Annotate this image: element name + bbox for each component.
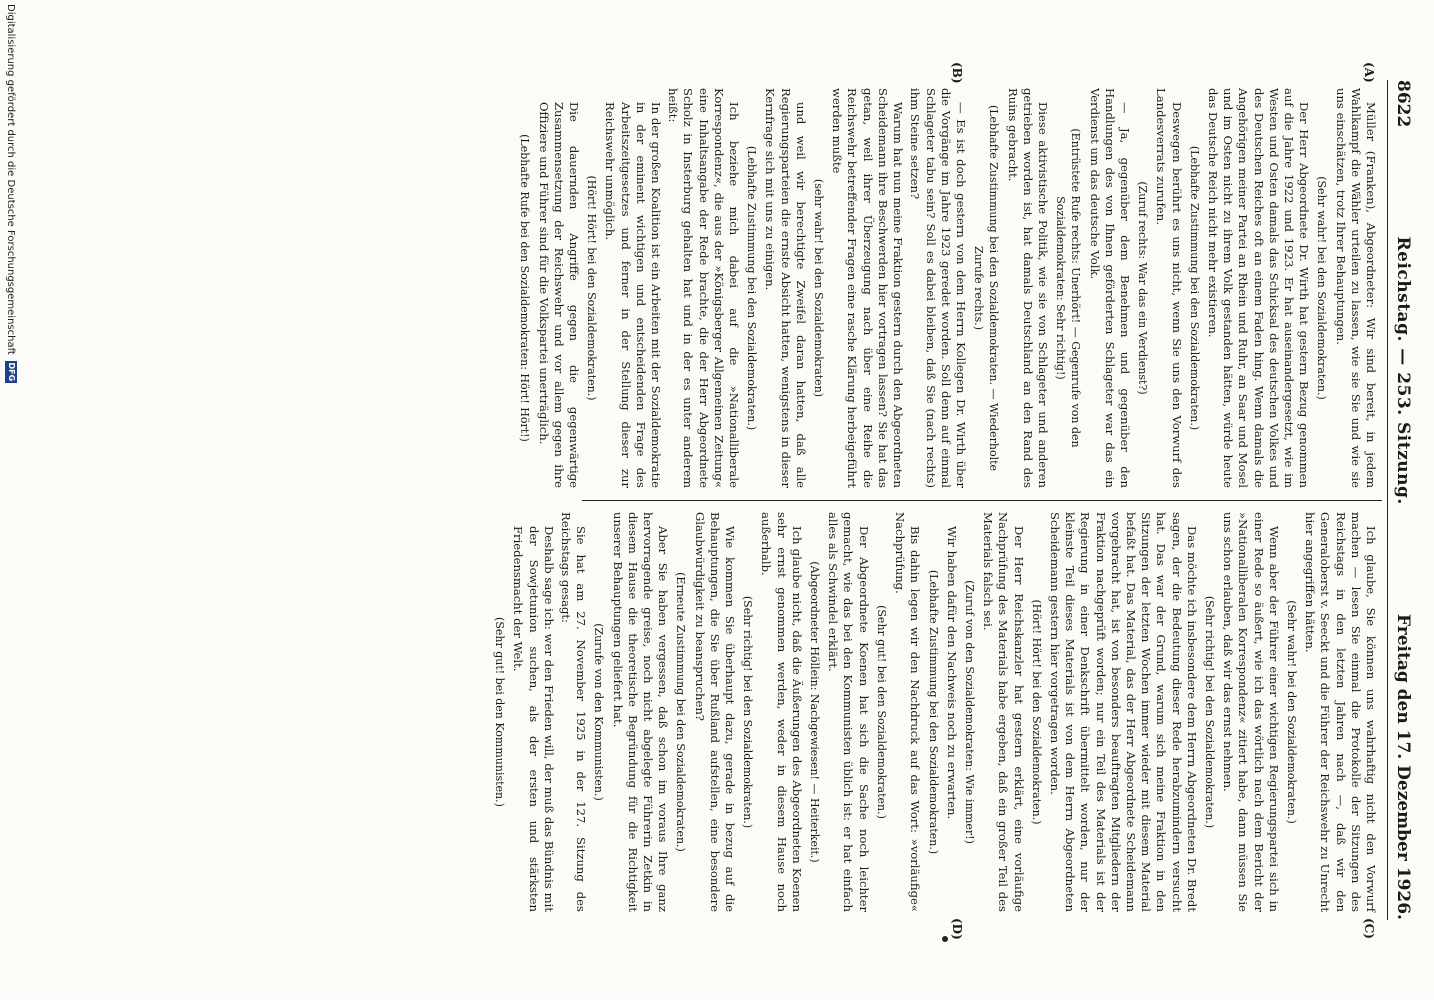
interjection: (Zuruf rechts: War das ein Verdienst?)	[1136, 181, 1150, 395]
interjection: (Abgeordneter Höllein: Nachgewiesen! — Heiterkeit.)	[808, 561, 822, 863]
page-header	[1390, 80, 1416, 920]
paragraph: Das möchte ich insbesondere dem Herrn Abgeordneten Dr. Bredt sagen, der die Bedeutung dieser Rede herabzumindern versucht hat. Das war der Grund, warum sich meine Fraktion in den Sitzungen der letzten Wochen immer wieder mit diesem Material befaßt hat. Das Material, das der Herr Abgeordnete Scheidemann vorgebracht hat, ist von besonders beauftragten Mitgliedern der Fraktion nachgeprüft worden; nur ein Teil des Materials ist der Regierung in einer Denkschrift übermittelt worden, nur der kleinste Teil dieses Materials ist von dem Herrn Abgeordneten Scheidemann gestern hier vorgetragen worden.	[1047, 512, 1199, 912]
paragraph: Der Abgeordnete Koenen hat sich die Sache noch leichter gemacht, wie das bei den Kommunisten üblich ist: er hat einfach alles als Schwindel erklärt.	[826, 512, 871, 912]
paragraph: Wenn aber der Führer einer wichtigen Regierungspartei sich in einer Rede so äußert, wie ich das wörtlich nach dem Bericht der »Nationalliberalen Korrespondenz« zitiert habe, dann müssen Sie uns schon erlauben, daß wir das ernst nehmen.	[1221, 512, 1281, 912]
paragraph: Der Herr Reichskanzler hat gestern erklärt, eine vorläufige Nachprüfung des Materials habe ergeben, daß ein großer Teil des Materials falsch sei.	[981, 512, 1026, 912]
paragraph: Wir haben dafür den Nachweis noch zu erwarten.	[944, 526, 959, 820]
margin-mark-a: (A)	[1362, 62, 1376, 83]
paragraph: Müller (Franken), Abgeordneter: Wir sind bereit, in jedem Wahlkampf die Wähler urteilen zu lassen, wie sie Sie und wie sie uns einschätzen, trotz Ihrer Behauptungen.	[1333, 88, 1378, 488]
paragraph: — Es ist doch gestern von dem Herrn Kollegen Dr. Wirth über die Vorgänge im Jahre 1923 geredet worden. Soll denn auf einmal Schlageter tabu sein? Soll es dabei bleiben, daß Sie (nach rechts) ihm Steine setzen?	[908, 88, 968, 488]
paragraph: Diese aktivistische Politik, wie sie von Schlageter und anderen getrieben worden ist, hat damals Deutschland an den Rand des Ruins gebracht.	[1005, 88, 1050, 488]
quotation: In der großen Koalition ist ein Arbeiten mit der Sozialdemokratie in der eminent wichtigen und entscheidenden Frage des Arbeitszeitgesetzes und ferner in der Stellung dieser zur Reichswehr unmöglich.	[603, 102, 664, 488]
interjection: (Lebhafte Zustimmung bei den Sozialdemokraten.)	[926, 569, 940, 855]
dfg-logo: DFG	[7, 362, 16, 382]
left-column	[514, 88, 1378, 488]
credit-text: Digitalisierung gefördert durch die Deutsche Forschungsgemeinschaft	[5, 4, 17, 355]
interjection: (Sehr gut! bei den Sozialdemokraten.)	[874, 605, 888, 819]
interjection: (Sehr gut! bei den Kommunisten.)	[493, 617, 507, 807]
interjection: (Zurufe von den Kommunisten.)	[592, 623, 606, 801]
paragraph: Ich glaube, Sie können uns wahrhaftig nicht den Vorwurf machen — lesen Sie einmal die Protokolle der Sitzungen des Reichstags in den letzten Jahren nach —, daß wir den Generaloberst v. Seeckt und die Führer der Reichswehr zu Unrecht hier angegriffen hätten.	[1303, 512, 1378, 912]
margin-mark-c: (C)	[1362, 918, 1376, 939]
margin-mark-d: (D)	[950, 918, 964, 940]
margin-mark-b: (B)	[950, 62, 964, 84]
header-rule	[1387, 80, 1388, 920]
interjection: (Lebhafte Rufe bei den Sozialdemokraten: Hört! Hört!)	[518, 134, 532, 442]
paragraph: und weil wir berechtigte Zweifel daran hatten, daß alle Regierungsparteien die ernste Absicht hatten, wenigstens in dieser Kernfrage sich mit uns zu einigen.	[763, 88, 808, 488]
paragraph: Sie hat am 27. November 1925 in der 127. Sitzung des Reichstags gesagt:	[559, 512, 589, 912]
interjection: (Hört! Hört! bei den Sozialdemokraten.)	[1029, 599, 1043, 825]
paragraph: Aber Sie haben vergessen, daß schon im voraus Ihre ganz hervorragende greise, noch nicht abgelegte Führerin Zetkin in diesem Hause die theoretische Begründung für die Richtigkeit unserer Behauptungen geliefert hat.	[610, 512, 671, 912]
interjection: (Sehr richtig! bei den Sozialdemokraten.)	[1202, 595, 1216, 829]
interjection: (Entrüstete Rufe rechts: Unerhört! — Gegenrufe von den Sozialdemokraten: Sehr richtig!)	[1054, 128, 1083, 448]
right-column	[489, 512, 1378, 912]
paragraph: Warum hat nun meine Fraktion gestern durch den Abgeordneten Scheidemann ihre Beschwerden hier vortragen lassen? Sie hat das getan, weil ihrer Überzeugung nach über eine Reihe die Reichswehr betreffender Fragen eine rasche Klärung herbeigeführt werden mußte	[830, 88, 906, 488]
page-title: Reichstag. — 253. Sitzung.	[1393, 236, 1413, 505]
digitization-credit	[2, 0, 20, 1004]
paragraph: Bis dahin legen wir den Nachdruck auf das Wort: »vorläufige« Nachprüfung.	[893, 512, 923, 912]
interjection: (Erneute Zustimmung bei den Sozialdemokraten.)	[674, 572, 688, 852]
paragraph: Wie kommen Sie überhaupt dazu, gerade in bezug auf die Behauptungen, die Sie über Rußland aufstellen, eine besondere Glaubwürdigkeit zu beanspruchen?	[692, 512, 738, 912]
quotation: Die dauernden Angriffe gegen die gegenwärtige Zusammensetzung der Reichswehr und vor allem gegen ihre Offiziere und Führer sind für die Volkspartei unerträglich.	[536, 102, 582, 488]
page-number: 8622	[1393, 80, 1413, 128]
paragraph: Ich beziehe mich dabei auf die »Nationalliberale Korrespondenz«, die aus der »Königsberger Allgemeinen Zeitung« eine Inhaltsangabe der Rede brachte, die der Herr Abgeordnete Scholz in Insterburg gehalten hat und in der es unter anderem heißt:	[666, 88, 742, 488]
interjection: (Lebhafte Zustimmung bei den Sozialdemokraten.)	[745, 145, 759, 431]
interjection: (Sehr wahr! bei den Sozialdemokraten.)	[1284, 600, 1298, 824]
interjection: (Lebhafte Zustimmung bei den Sozialdemokraten. — Wiederholte Zurufe rechts.)	[972, 104, 1001, 472]
paragraph: Der Herr Abgeordnete Dr. Wirth hat gestern Bezug genommen auf die Jahre 1922 und 1923. Er hat auseinandergesetzt, wie im Westen und Osten damals das Schicksal des deutschen Volkes und des Deutschen Reiches oft an einem Faden hing. Wenn damals die Angehörigen meiner Partei an Rhein und Ruhr, an Saar und Mosel und im Osten nicht zu ihrem Volk gestanden hätten, würde heute das Deutsche Reich nicht mehr existieren.	[1205, 88, 1312, 488]
margin-dot	[942, 936, 948, 942]
session-date: Freitag den 17. Dezember 1926.	[1393, 614, 1413, 920]
column-divider	[582, 500, 1382, 501]
interjection: (Zuruf von den Sozialdemokraten: Wie immer!)	[962, 580, 976, 844]
paragraph: — Ja, gegenüber dem Benehmen und gegenüber den Handlungen des von Ihnen geförderten Schlageter war das ein Verdienst um das deutsche Volk.	[1087, 88, 1132, 488]
paragraph: Deswegen berührt es uns nicht, wenn Sie uns den Vorwurf des Landesverrats zurufen.	[1154, 88, 1184, 488]
interjection: (Sehr richtig! bei den Sozialdemokraten.)	[741, 595, 755, 829]
paragraph: Ich glaube nicht, daß die Äußerungen des Abgeordneten Koenen sehr ernst genommen werden, weder in diesem Hause noch außerhalb.	[759, 512, 804, 912]
interjection: (sehr wahr! bei den Sozialdemokraten)	[812, 178, 826, 398]
interjection: (Sehr wahr! bei den Sozialdemokraten.)	[1315, 176, 1329, 400]
interjection: (Lebhafte Zustimmung bei den Sozialdemokraten.)	[1187, 145, 1201, 431]
quotation: Deshalb sage ich: wer den Frieden will, der muß das Bündnis mit der Sowjetunion suchen, als der ersten und stärksten Friedensmacht der Welt.	[511, 526, 556, 912]
interjection: (Hört! Hört! bei den Sozialdemokraten.)	[585, 175, 599, 401]
